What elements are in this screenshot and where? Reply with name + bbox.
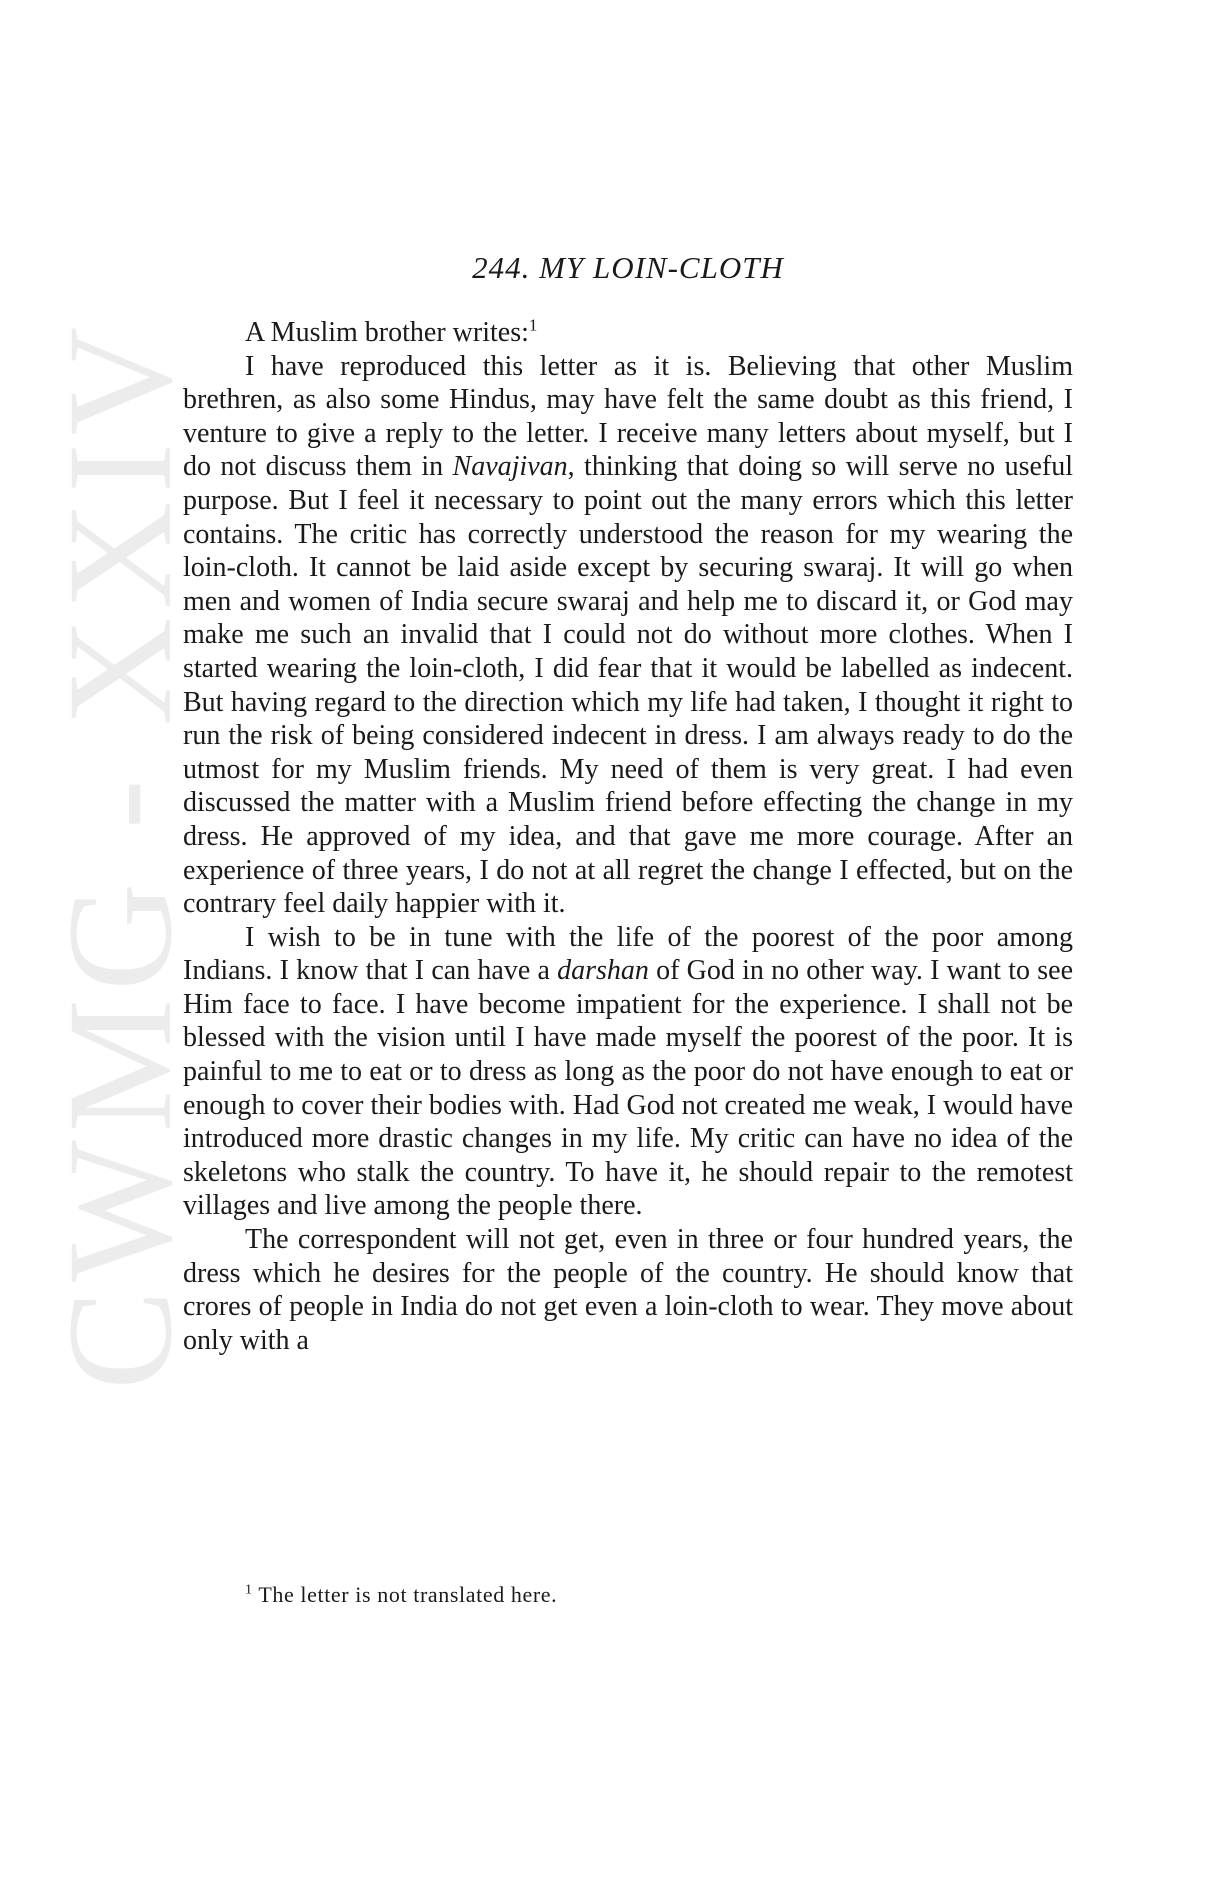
paragraph-2-text-b: of God in no other way. I want to see Him face to face. I have become impatient for the experience. I shall not be blessed with the vision until I have made myself the poorest of the poor. It is painful to me to eat or to dress as long as the poor do not have enough to eat or enough to cover their bodies with. Had God not created me weak, I would have introduced more drastic changes in my life. My critic can have no idea of the skeletons who stalk the country. To have it, he should repair to the remotest villages and live among the people there. <box>183 955 1074 1222</box>
footnote-text: The letter is not translated here. <box>258 1582 558 1607</box>
paragraph-1-italic: Navajivan <box>452 451 568 483</box>
page-content <box>183 250 1073 1357</box>
intro-text: A Muslim brother writes: <box>245 317 529 348</box>
paragraph-3: The correspondent will not get, even in three or four hundred years, the dress which he desires for the people of the country. He should know that crores of people in India do not get even a loin-cloth to wear. They move about only with a <box>183 1224 1073 1356</box>
paragraph-2-text-a: I wish to be in tune with the life of the poorest of the poor among Indians. I know that I can have a <box>183 921 1073 987</box>
footnote-ref: 1 <box>528 315 538 335</box>
footnote-mark: 1 <box>245 1582 253 1598</box>
paragraph-2-italic: darshan <box>557 955 649 987</box>
page-title: 244. MY LOIN-CLOTH <box>472 250 784 285</box>
intro-paragraph <box>183 316 1073 350</box>
paragraph-1-rest: , thinking that doing so will serve no useful purpose. But I feel it necessary to point out the many errors which this letter contains. The critic has correctly understood the reason for my wearing the loin-cloth. It cannot be laid aside except by securing swaraj. It will go when men and women of India secure swaraj and help me to discard it, or God may make me such an invalid that I could not do without more clothes. When I started wearing the loin-cloth, I did fear that it would be labelled as indecent. But having regard to the direction which my life had taken, I thought it right to run the risk of being considered indecent in dress. I am always ready to do the utmost for my Muslim friends. My need of them is very great. I had even discussed the matter with a Muslim friend before effecting the change in my dress. He approved of my idea, and that gave me more courage. After an experience of three years, I do not at all regret the change I effected, but on the contrary feel daily happier with it. <box>183 451 1074 920</box>
paragraph-2 <box>183 921 1073 1223</box>
paragraph-1 <box>183 350 1073 921</box>
watermark-text: CWMG - XXIV <box>37 318 203 1390</box>
footnote <box>245 1582 557 1608</box>
paragraph-1-text: I have reproduced this letter as it is. Believing that other Muslim brethren, as also some Hindus, may have felt the same doubt as this friend, I venture to give a reply to the letter. I receive many letters about myself, but I do not discuss them in <box>183 350 1073 483</box>
